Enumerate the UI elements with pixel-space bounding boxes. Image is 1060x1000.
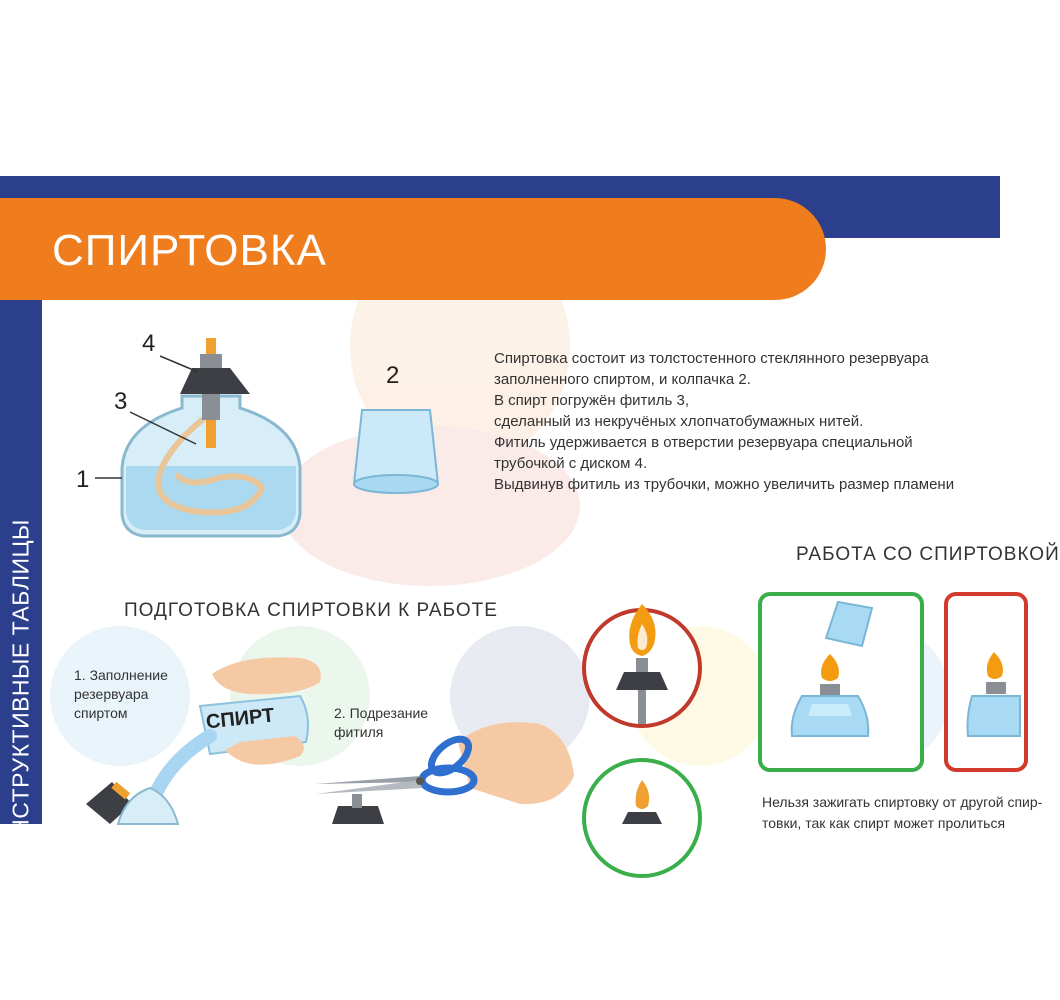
step2-caption (334, 704, 428, 742)
callout-3: 3 (114, 388, 128, 415)
warning-line: Нельзя зажигать спиртовку от другой спир- (762, 794, 1043, 810)
step2-line: 2. Подрезание (334, 705, 429, 721)
callout-4: 4 (142, 330, 156, 357)
step2-line: фитиля (334, 724, 384, 740)
spirit-lamp-diagram (95, 338, 300, 536)
cap-extinguish-box (760, 594, 922, 770)
preparation-heading: ПОДГОТОВКА СПИРТОВКИ К РАБОТЕ (124, 600, 498, 621)
step1-line: 1. Заполнение (74, 667, 168, 683)
description-line: Фитиль удерживается в отверстии резервуара специальной (494, 434, 913, 451)
illustrations (0, 176, 1000, 824)
step1-line: спиртом (74, 705, 128, 721)
step1-caption (74, 666, 168, 723)
description-line: Спиртовка состоит из толстостенного стеклянного резервуара (494, 350, 929, 367)
callout-1: 1 (76, 466, 90, 493)
warning-text (762, 792, 1042, 834)
bottle-label: СПИРТ (204, 704, 276, 734)
big-flame-circle (584, 604, 700, 726)
lamp-description (494, 348, 1014, 495)
small-flame-circle (584, 760, 700, 876)
description-line: В спирт погружён фитиль 3, (494, 392, 690, 409)
description-line: сделанный из некручёных хлопчатобумажных нитей. (494, 413, 864, 430)
cap-diagram (354, 410, 438, 493)
wrong-lighting-box (946, 594, 1026, 770)
side-label: ИНСТРУКТИВНЫЕ ТАБЛИЦЫ (7, 519, 34, 853)
warning-line: товки, так как спирт может пролиться (762, 815, 1006, 831)
page-title: СПИРТОВКА (52, 226, 327, 275)
step1-line: резервуара (74, 686, 149, 702)
callout-2: 2 (386, 362, 400, 389)
work-heading: РАБОТА СО СПИРТОВКОЙ (796, 544, 1060, 565)
description-line: трубочкой с диском 4. (494, 455, 648, 472)
poster (0, 176, 1060, 853)
description-line: Выдвинув фитиль из трубочки, можно увеличить размер пламени (494, 476, 955, 493)
description-line: заполненного спиртом, и колпачка 2. (494, 371, 751, 388)
